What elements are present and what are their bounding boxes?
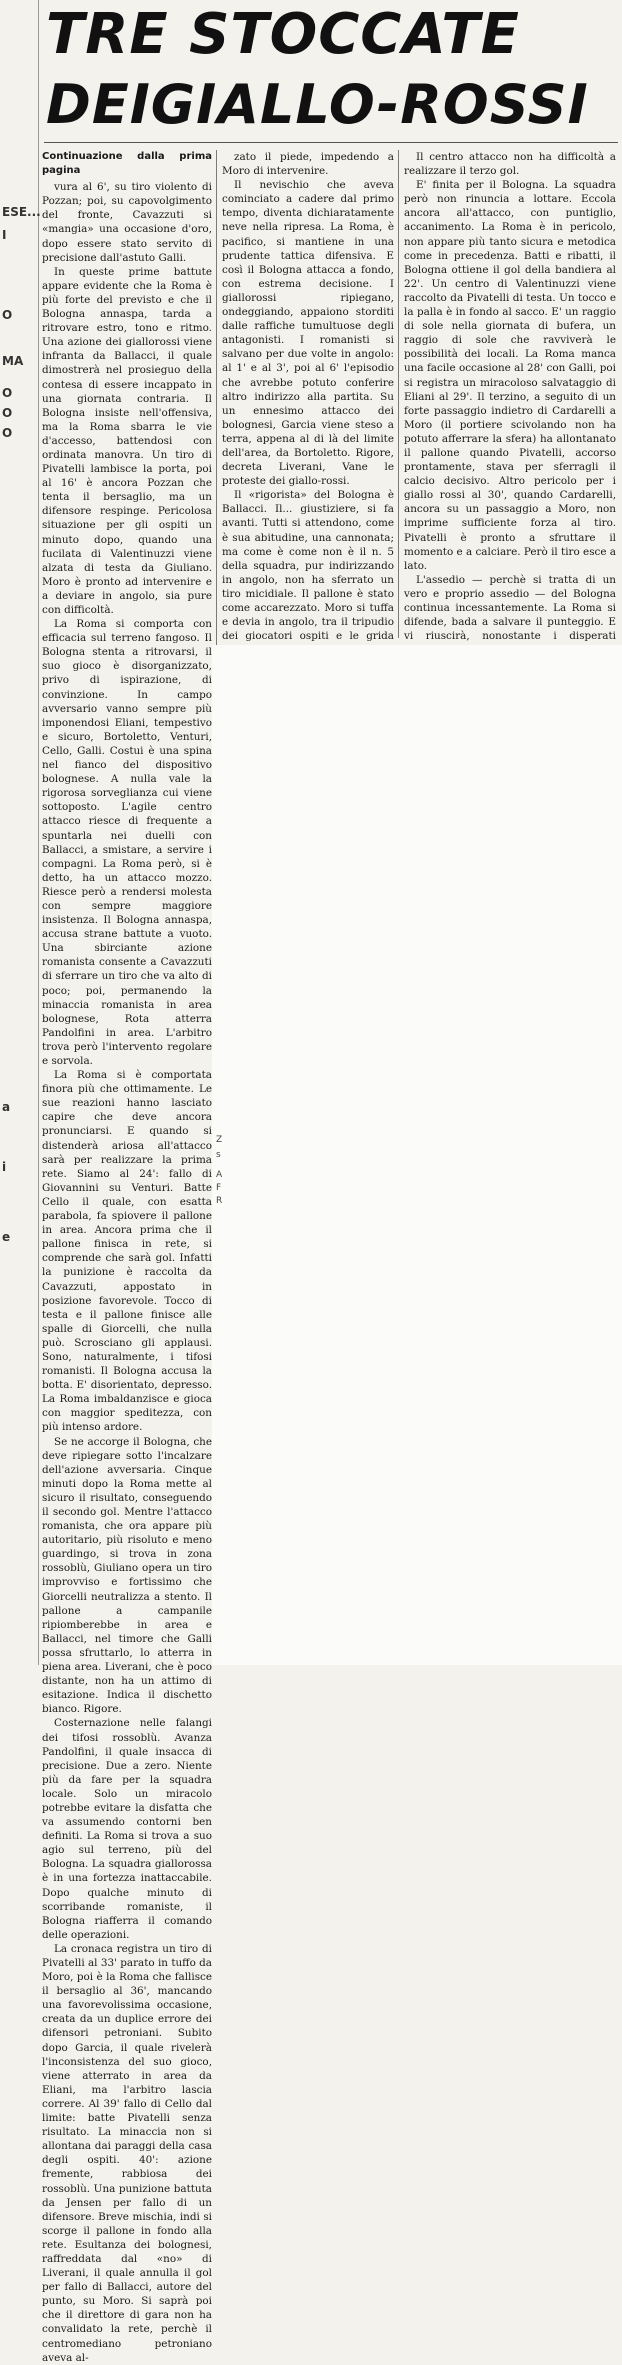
side-fragment: A (216, 1170, 223, 1180)
headline-rule (44, 142, 618, 143)
paragraph: Il «rigorista» del Bologna è Ballacci. Il... giustiziere, si fa avanti. Tutti si attendono, come è sua abitudine, una cannonata; ma come è come non è il n. 5 della squadra, pur indirizzando in angolo, non ha sferrato un tiro micidiale. Il pallone è stato come accarezzato. Moro si tuffa e devia in angolo, tra il tripudio dei giocatori ospiti e le grida (222, 489, 394, 643)
edge-fragment: O (2, 308, 13, 322)
paragraph: E' finita per il Bologna. La squadra però non rinuncia a lottare. Eccola ancora all'attacco, con puntiglio, accanimento. La Roma è in pericolo, non appare più tanto sicura e metodica come in precedenza. Batti e ribatti, il Bologna ottiene il gol della bandiera al 22'. Un centro di Valentinuzzi viene raccolto da Pivatelli di testa. Un tocco e la palla è in fondo al sacco. E' un raggio di sole nella giornata di bufera, un raggio di sole che ravviverà le possibilità dei locali. La Roma manca una facile occasione al 28' con Galli, poi si registra un miracoloso salvataggio di Eliani al 29'. Il terzino, a seguito di un forte passaggio indietro di Cardarelli a Moro (il portiere scivolando non ha potuto afferrare la sfera) ha allontanato il pallone quando Pivatelli, accorso prontamente, stava per sferragli il calcio decisivo. Altro pericolo per i giallo rossi al 30', quando Cardarelli, ancora su un passaggio a Moro, non imprime sufficiente forza al tiro. Pivatelli è pronto a sfruttare il momento e a calciare. Però il tiro esce a lato. (404, 179, 617, 572)
headline-line-1: TRE STOCCATE (46, 2, 520, 67)
edge-fragment: ESE... (2, 205, 41, 219)
edge-fragment: i (2, 1160, 7, 1174)
article-column-3 (404, 150, 617, 643)
edge-fragment: O (2, 426, 13, 440)
paragraph: In queste prime battute appare evidente che la Roma è più forte del previsto e che il Bologna annaspa, tarda a ritrovare estro, tono e ritmo. Una azione dei giallorossi viene infranta da Ballacci, il quale dimostrerà nel prosieguo della contesa di essere incappato in una giornata contraria. Il Bologna insiste nell'offensiva, ma la Roma sbarra le vie d'accesso, battendosi con ordinata manovra. Un tiro di Pivatelli lambisce la porta, poi al 16' è ancora Pozzan che tenta il bersaglio, ma un difensore respinge. Pericolosa situazione per gli ospiti un minuto dopo, quando una fucilata di Valentinuzzi viene alzata di testa da Giuliano. Moro è pronto ad intervenire e a deviare in angolo, sia pure con difficoltà. (42, 265, 212, 616)
continuation-subhead: Continuazione dalla prima pagina (42, 151, 212, 177)
adjacent-article-edge (0, 0, 39, 1665)
edge-fragment: O (2, 386, 13, 400)
side-fragment: s (216, 1150, 221, 1160)
edge-fragment: I (2, 228, 7, 242)
paragraph: La Roma si è comportata finora più che ottimamente. Le sue reazioni hanno lasciato capire che deve ancora pronunciarsi. E quando si distenderà ariosa all'attacco sarà per realizzare la prima rete. Siamo al 24': fallo di Giovannini su Venturi. Batte Cello il quale, con esatta parabola, fa spiovere il pallone in area. Ancora prima che il pallone finisca in rete, si comprende che sarà gol. Infatti la punizione è raccolta da Cavazzuti, appostato in posizione favorevole. Tocco di testa e il pallone finisce alle spalle di Giorcelli, che nulla può. Scrosciano gli applausi. Sono, naturalmente, i tifosi romanisti. Il Bologna accusa la botta. E' disorientato, depresso. La Roma imbaldanzisce e gioca con maggior speditezza, con più intenso ardore. (42, 1069, 212, 1434)
article-headline (46, 0, 616, 140)
paragraph: La cronaca registra un tiro di Pivatelli al 33' parato in tuffo da Moro, poi è la Roma che fallisce il bersaglio al 36', mancando una favorevolissima occasione, creata da un duplice errore dei difensori petroniani. Subito dopo Garcia, il quale rivelerà l'inconsistenza del suo gioco, viene atterrato in area da Eliani, ma l'arbitro lascia correre. Al 39' fallo di Cello dal limite: batte Pivatelli senza risultato. La minaccia non si allontana dai paraggi della casa degli ospiti. 40': azione fremente, rabbiosa dei rossoblù. Una punizione battuta da Jensen per fallo di un difensore. Breve mischia, indi si scorge il pallone in fondo alla rete. Esultanza dei bolognesi, raffreddata dal «no» di Liverani, il quale annulla il gol per fallo di Ballacci, autore del punto, su Moro. Si saprà poi che il direttore di gara non ha convalidato la rete, perchè il centromediano petroniano aveva al- (42, 1942, 212, 2364)
article-column-2 (222, 150, 394, 643)
edge-fragment: e (2, 1230, 11, 1244)
headline-line-2: DEIGIALLO-ROSSI (46, 73, 589, 136)
side-fragment: F (216, 1183, 222, 1193)
column-divider (398, 150, 399, 638)
paragraph: Costernazione nelle falangi dei tifosi rossoblù. Avanza Pandolfini, il quale insacca di precisione. Due a zero. Niente più da fare per la squadra locale. Solo un miracolo potrebbe evitare la disfatta che va assumendo contorni ben definiti. La Roma si trova a suo agio sul terreno, più del Bologna. La squadra giallorossa è in una fortezza inattaccabile. Dopo qualche minuto di scorribande romaniste, il Bologna riafferra il comando delle operazioni. (42, 1717, 212, 1941)
side-fragment: Z (216, 1135, 223, 1145)
edge-fragment: a (2, 1100, 11, 1114)
paragraph: La Roma si comporta con efficacia sul terreno fangoso. Il Bologna stenta a ritrovarsi, il suo gioco è disorganizzato, privo di ispirazione, di convinzione. In campo avversario vanno sempre più imponendosi Eliani, tempestivo e sicuro, Bortoletto, Venturi, Cello, Galli. Costui è una spina nel fianco del dispositivo bolognese. A nulla vale la rigorosa sorveglianza cui viene sottoposto. L'agile centro attacco riesce di frequente a spuntarla nei duelli con Ballacci, a smistare, a servire i compagni. La Roma però, si è detto, ha un attacco mozzo. Riesce però a rendersi molesta con sempre maggiore insistenza. Il Bologna annaspa, accusa strane battute a vuoto. Una sbirciante azione romanista consente a Cavazzuti di sferrare un tiro che va alto di poco; poi, permanendo la minaccia romanista in area bolognese, Rota atterra Pandolfini in area. L'arbitro trova però l'intervento regolare e sorvola. (42, 618, 212, 1067)
edge-fragment: MA (2, 354, 24, 368)
paragraph: Se ne accorge il Bologna, che deve ripiegare sotto l'incalzare dell'azione avversaria. Cinque minuti dopo la Roma mette al sicuro il risultato, conseguendo il secondo gol. Mentre l'attacco romanista, che ora appare più autoritario, più risoluto e meno guardingo, si trova in zona rossoblù, Giuliano opera un tiro improvviso e fortissimo che Giorcelli neutralizza a stento. Il pallone a campanile ripiomberebbe in area e Ballacci, nel timore che Galli possa sfruttarlo, lo atterra in piena area. Liverani, che è poco distante, non ha un attimo di esitazione. Indica il dischetto bianco. Rigore. (42, 1435, 212, 1716)
edge-fragment: O (2, 406, 13, 420)
paragraph: Il nevischio che aveva cominciato a cadere dal primo tempo, diventa dichiaratamente neve nella ripresa. La Roma, è pacifico, si mantiene in una prudente tattica difensiva. E così il Bologna attacca a fondo, con estrema decisione. I giallorossi ripiegano, ondeggiando, appaiono storditi dalle raffiche tumultuose degli antagonisti. I romanisti si salvano per due volte in angolo: al 1' e al 3', poi al 6' l'episodio che avrebbe potuto conferire altro indirizzo alla partita. Su un ennesimo attacco dei bolognesi, Garcia viene steso a terra, appena al di là del limite dell'area, da Bortoletto. Rigore, decreta Liverani, Vane le proteste dei giallo-rossi. (222, 179, 394, 488)
paragraph: Il centro attacco non ha difficoltà a realizzare il terzo gol. (404, 151, 616, 178)
article-column-1 (42, 150, 212, 2364)
paragraph: zato il piede, impedendo a Moro di intervenire. (222, 151, 394, 178)
paragraph: L'assedio — perchè si tratta di un vero e proprio assedio — del Bologna continua incessantemente. La Roma si difende, bada a salvare il punteggio. E vi riuscirà, nonostante i disperati (404, 573, 616, 643)
side-fragment: R (216, 1196, 223, 1206)
paragraph: vura al 6', su tiro violento di Pozzan; poi, su capovolgimento del fronte, Cavazzuti si «mangia» una occasione d'oro, dopo essere stato servito di precisione dall'astuto Galli. (42, 181, 212, 264)
blank-area (212, 645, 622, 1665)
